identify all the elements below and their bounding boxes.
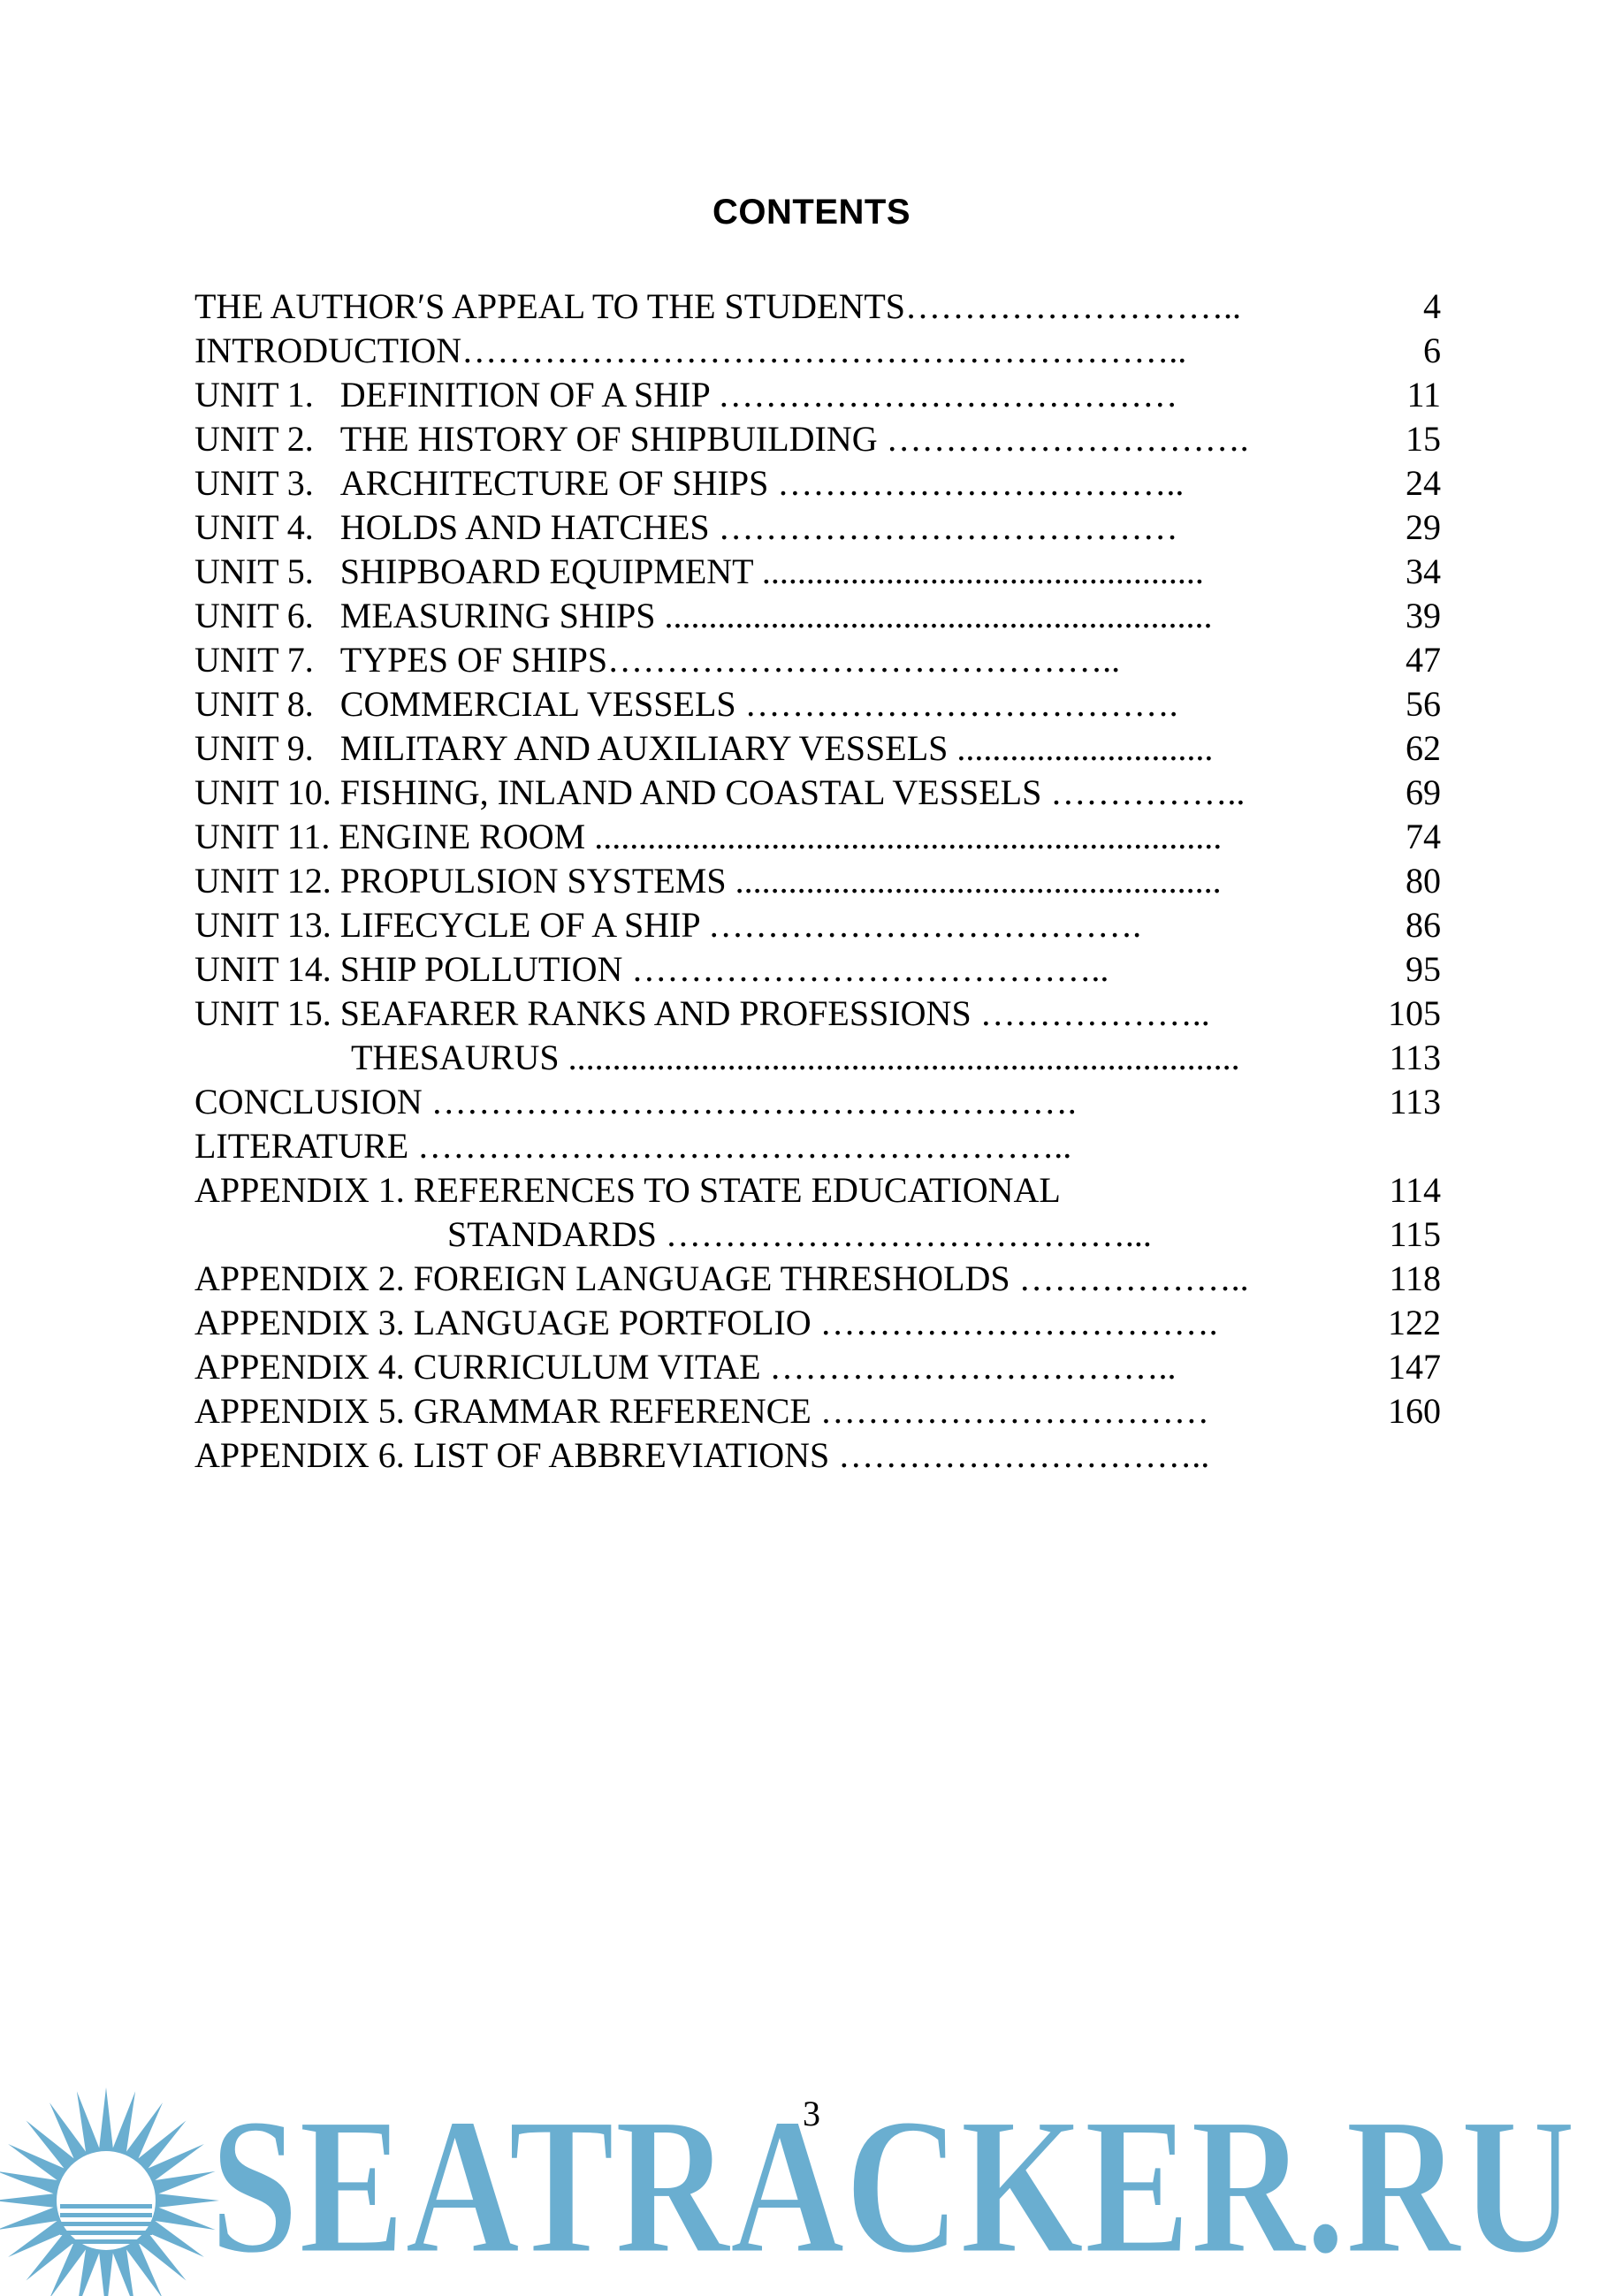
sunburst-wave (60, 2213, 152, 2217)
toc-entry (194, 1213, 1441, 1257)
toc-entry-title: STANDARDS …………………………………... (447, 1214, 1152, 1254)
toc-entry-page: 118 (1389, 1258, 1441, 1298)
toc-entry-page: 80 (1406, 861, 1441, 901)
toc-entry-page: 114 (1389, 1170, 1441, 1210)
toc-entry (194, 1124, 1441, 1168)
toc-entry-title: UNIT 9. MILITARY AND AUXILIARY VESSELS ............................. (194, 728, 1214, 768)
toc-entry (194, 947, 1441, 992)
toc-entry (194, 1036, 1441, 1080)
toc-entry-title: UNIT 11. ENGINE ROOM ....................................................................... (194, 817, 1223, 856)
sunburst-wave (60, 2231, 152, 2235)
toc-entry-page: 24 (1406, 463, 1441, 503)
toc-entry-title: UNIT 4. HOLDS AND HATCHES ………………………………… (194, 507, 1178, 547)
toc-entry (194, 638, 1441, 682)
toc-entry-page: 113 (1389, 1082, 1441, 1121)
table-of-contents (194, 285, 1441, 1478)
toc-entry-title: UNIT 10. FISHING, INLAND AND COASTAL VESSELS …………….. (194, 772, 1246, 812)
toc-entry-page: 113 (1389, 1038, 1441, 1077)
toc-entry-title: UNIT 14. SHIP POLLUTION ………………………………….. (194, 949, 1109, 989)
toc-entry-page: 115 (1389, 1214, 1441, 1254)
toc-entry-page: 56 (1406, 684, 1441, 724)
toc-entry-page: 11 (1406, 375, 1441, 414)
toc-entry-title: THE AUTHOR′S APPEAL TO THE STUDENTS……………………….. (194, 286, 1242, 326)
toc-entry (194, 461, 1441, 506)
toc-entry-page: 160 (1388, 1391, 1441, 1431)
toc-entry (194, 992, 1441, 1036)
sunburst-wave (60, 2239, 152, 2244)
toc-entry-title: UNIT 2. THE HISTORY OF SHIPBUILDING …………………………. (194, 419, 1249, 459)
toc-entry-page: 122 (1388, 1303, 1441, 1342)
toc-entry-page: 147 (1388, 1347, 1441, 1387)
toc-entry-title: LITERATURE ……………………………………………….. (194, 1126, 1072, 1166)
toc-entry-title: UNIT 8. COMMERCIAL VESSELS ………………………………. (194, 684, 1178, 724)
toc-entry-title: APPENDIX 2. FOREIGN LANGUAGE THRESHOLDS ……………….. (194, 1258, 1249, 1298)
toc-entry-title: APPENDIX 3. LANGUAGE PORTFOLIO ……………………………. (194, 1303, 1218, 1342)
toc-entry-page: 39 (1406, 596, 1441, 635)
toc-entry-title: UNIT 6. MEASURING SHIPS .............................................................. (194, 596, 1213, 635)
toc-entry (194, 506, 1441, 550)
toc-entry (194, 329, 1441, 373)
sunburst-disc (57, 2151, 156, 2250)
toc-entry (194, 1345, 1441, 1389)
toc-entry (194, 550, 1441, 594)
toc-entry (194, 903, 1441, 947)
toc-entry-page: 4 (1423, 286, 1441, 326)
toc-entry-page: 15 (1406, 419, 1441, 459)
toc-entry-page: 47 (1406, 640, 1441, 680)
toc-entry (194, 771, 1441, 815)
toc-entry-page: 105 (1388, 993, 1441, 1033)
toc-entry (194, 285, 1441, 329)
toc-entry (194, 726, 1441, 771)
toc-entry (194, 1389, 1441, 1433)
page-number: 3 (803, 2094, 820, 2133)
toc-entry-title: APPENDIX 6. LIST OF ABBREVIATIONS ………………………….. (194, 1435, 1210, 1475)
toc-entry (194, 682, 1441, 726)
toc-entry-title: UNIT 7. TYPES OF SHIPS…………………………………….. (194, 640, 1121, 680)
toc-entry-page: 6 (1423, 331, 1441, 370)
toc-entry-page: 62 (1406, 728, 1441, 768)
toc-entry-page: 74 (1406, 817, 1441, 856)
toc-entry (194, 417, 1441, 461)
toc-entry (194, 1257, 1441, 1301)
toc-entry-title: APPENDIX 4. CURRICULUM VITAE …………………………….. (194, 1347, 1177, 1387)
toc-entry (194, 1301, 1441, 1345)
toc-entry-title: INTRODUCTION…………………………………………………….. (194, 331, 1187, 370)
toc-entry-page: 95 (1406, 949, 1441, 989)
sunburst-wave (60, 2222, 152, 2226)
toc-entry-title: UNIT 12. PROPULSION SYSTEMS ....................................................... (194, 861, 1222, 901)
toc-entry-title: UNIT 15. SEAFARER RANKS AND PROFESSIONS ……………….. (194, 993, 1210, 1033)
toc-entry-title: UNIT 13. LIFECYCLE OF A SHIP ………………………………. (194, 905, 1142, 945)
toc-entry (194, 1433, 1441, 1478)
toc-entry-page: 69 (1406, 772, 1441, 812)
toc-entry-title: UNIT 5. SHIPBOARD EQUIPMENT .................................................. (194, 551, 1204, 591)
toc-entry (194, 1080, 1441, 1124)
toc-entry-page: 86 (1406, 905, 1441, 945)
toc-entry-title: APPENDIX 5. GRAMMAR REFERENCE …………………………… (194, 1391, 1209, 1431)
toc-entry-title: UNIT 3. ARCHITECTURE OF SHIPS …………………………….. (194, 463, 1185, 503)
watermark-text: SEATRACKER.RU (210, 2078, 1576, 2295)
toc-entry (194, 373, 1441, 417)
toc-entry (194, 859, 1441, 903)
page-title: CONTENTS (712, 193, 911, 232)
toc-entry-page: 29 (1406, 507, 1441, 547)
toc-entry-title: UNIT 1. DEFINITION OF A SHIP ………………………………… (194, 375, 1178, 414)
toc-entry (194, 594, 1441, 638)
toc-entry (194, 815, 1441, 859)
toc-entry-title: CONCLUSION ………………………………………………. (194, 1082, 1077, 1121)
toc-entry (194, 1168, 1441, 1213)
toc-entry-title: APPENDIX 1. REFERENCES TO STATE EDUCATIONAL (194, 1170, 1061, 1210)
toc-entry-title: THESAURUS ............................................................................ (351, 1038, 1240, 1077)
toc-entry-page: 34 (1406, 551, 1441, 591)
sunburst-wave (60, 2204, 152, 2209)
